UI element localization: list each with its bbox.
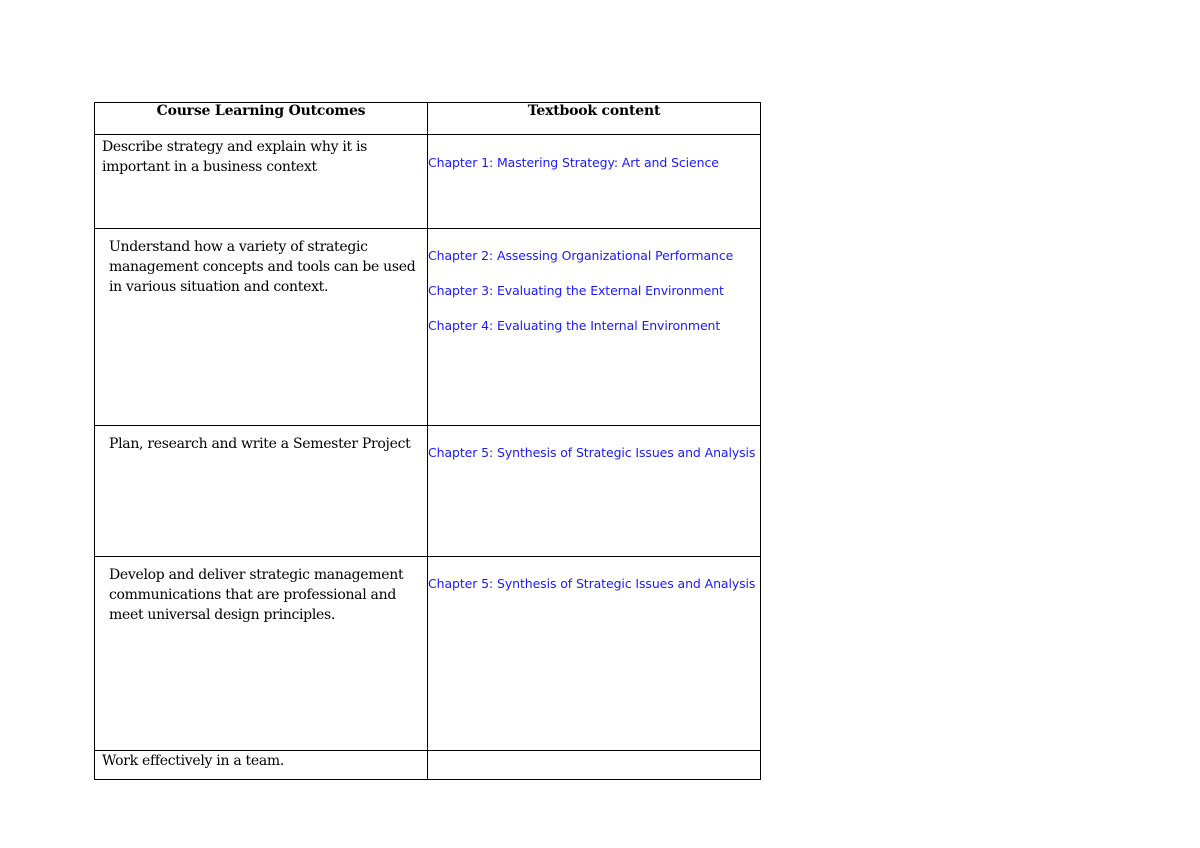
table-header-row [95,103,761,135]
outcome-cell [95,557,428,751]
header-textbook-content: Textbook content [428,103,761,135]
textbook-cell [428,557,761,751]
outcome-text: Describe strategy and explain why it is important in a business context [102,139,368,175]
outcome-cell [95,135,428,229]
chapter-link[interactable]: Chapter 5: Synthesis of Strategic Issues and Analysis [428,445,756,460]
outcome-cell [95,426,428,557]
textbook-cell [428,135,761,229]
chapter-link[interactable]: Chapter 4: Evaluating the Internal Environment [428,318,721,333]
table-row [95,751,761,780]
outcome-cell [95,751,428,780]
outcome-cell [95,229,428,426]
outcome-text: Plan, research and write a Semester Project [109,436,411,452]
chapter-link[interactable]: Chapter 1: Mastering Strategy: Art and Science [428,155,719,170]
table-row [95,557,761,751]
textbook-cell [428,426,761,557]
table-row [95,135,761,229]
chapter-link[interactable]: Chapter 2: Assessing Organizational Performance [428,248,734,263]
table-row [95,229,761,426]
chapter-link[interactable]: Chapter 5: Synthesis of Strategic Issues and Analysis [428,576,756,591]
outcome-text: Develop and deliver strategic management communications that are professional and meet universal design principles. [109,567,404,623]
table-row [95,426,761,557]
chapter-link[interactable]: Chapter 3: Evaluating the External Environment [428,283,724,298]
outcomes-table [94,102,761,780]
outcome-text: Work effectively in a team. [102,753,285,769]
outcome-text: Understand how a variety of strategic management concepts and tools can be used in various situation and context. [109,239,416,295]
textbook-cell [428,229,761,426]
header-learning-outcomes: Course Learning Outcomes [95,103,428,135]
textbook-cell-empty [428,751,761,780]
